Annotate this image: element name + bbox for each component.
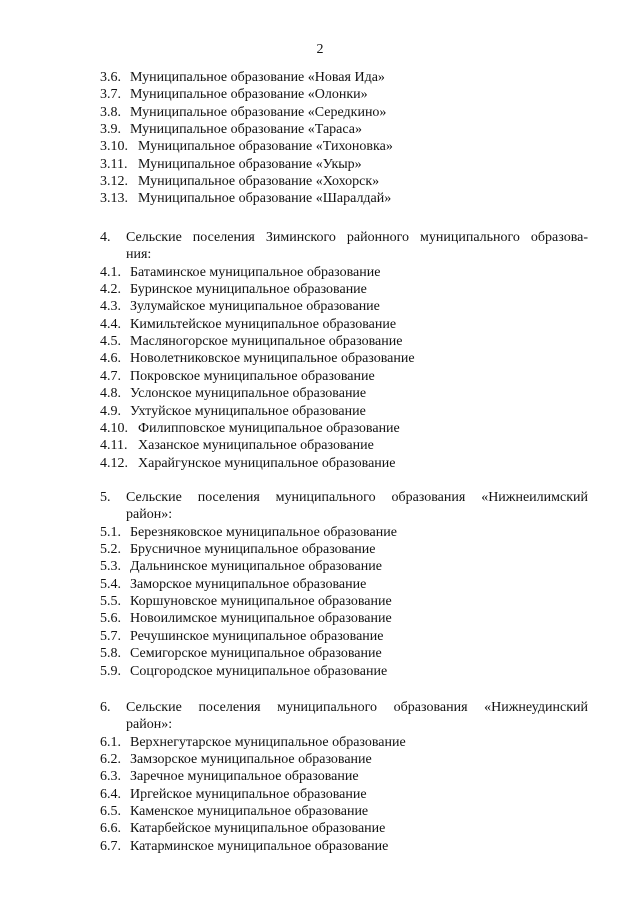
list-item — [100, 821, 588, 837]
item-number: 3.8. — [100, 104, 121, 120]
item-number: 6.3. — [100, 769, 121, 785]
section-heading — [100, 490, 588, 506]
list-item — [100, 70, 588, 86]
item-number: 5.4. — [100, 576, 121, 592]
item-text: Замзорское муниципальное образование — [130, 752, 372, 768]
section-number: 5. — [100, 490, 111, 505]
list-item — [100, 105, 588, 121]
list-item — [100, 87, 588, 103]
section-heading-continuation: район»: — [126, 507, 173, 523]
item-text: Муниципальное образование «Олонки» — [130, 87, 368, 103]
item-text: Буринское муниципальное образование — [130, 282, 367, 298]
list-item — [100, 629, 588, 645]
list-item — [100, 735, 588, 751]
list-item — [100, 299, 588, 315]
item-number: 4.11. — [100, 438, 128, 454]
item-text: Речушинское муниципальное образование — [130, 628, 384, 644]
item-text: Покровское муниципальное образование — [130, 368, 375, 384]
list-item — [100, 752, 588, 768]
item-text: Иргейское муниципальное образование — [130, 786, 367, 802]
item-text: Новолетниковское муниципальное образование — [130, 351, 415, 367]
item-text: Муниципальное образование «Шаралдай» — [138, 191, 392, 207]
item-text: Муниципальное образование «Середкино» — [130, 104, 387, 120]
section-heading-text: Сельские поселения муниципального образования «Нижнеудинский — [126, 700, 588, 715]
section-number: 4. — [100, 230, 111, 245]
list-item — [100, 386, 588, 402]
list-item — [100, 351, 588, 367]
section-heading — [100, 230, 588, 246]
list-item — [100, 317, 588, 333]
list-item — [100, 525, 588, 541]
item-number: 4.4. — [100, 316, 121, 332]
item-text: Муниципальное образование «Тихоновка» — [138, 139, 393, 155]
item-number: 4.8. — [100, 386, 121, 402]
item-number: 4.1. — [100, 264, 121, 280]
item-text: Муниципальное образование «Укыр» — [138, 156, 362, 172]
list-item — [100, 787, 588, 803]
item-number: 3.7. — [100, 87, 121, 103]
item-number: 5.3. — [100, 559, 121, 575]
item-number: 6.1. — [100, 734, 121, 750]
list-item — [100, 646, 588, 662]
list-item — [100, 577, 588, 593]
item-number: 4.6. — [100, 351, 121, 367]
item-text: Муниципальное образование «Новая Ида» — [130, 70, 385, 85]
list-item — [100, 334, 588, 350]
list-item — [100, 265, 588, 281]
item-text: Ухтуйское муниципальное образование — [130, 403, 366, 419]
item-text: Семигорское муниципальное образование — [130, 646, 382, 662]
item-text: Соцгородское муниципальное образование — [130, 663, 388, 679]
item-number: 3.13. — [100, 191, 128, 207]
list-item — [100, 369, 588, 385]
item-text: Батаминское муниципальное образование — [130, 264, 381, 280]
list-item — [100, 804, 588, 820]
list-item — [100, 438, 588, 454]
section-heading-continuation: ния: — [126, 247, 152, 263]
item-text: Катарбейское муниципальное образование — [130, 821, 386, 837]
item-text: Брусничное муниципальное образование — [130, 542, 376, 558]
page-number: 2 — [316, 42, 324, 57]
item-text: Верхнегутарское муниципальное образование — [130, 734, 406, 750]
section-heading-text: Сельские поселения Зиминского районного муниципального образова- — [126, 230, 588, 245]
list-item — [100, 122, 588, 138]
item-number: 4.2. — [100, 282, 121, 298]
item-number: 4.12. — [100, 455, 128, 471]
list-item — [100, 456, 588, 472]
item-number: 4.9. — [100, 403, 121, 419]
item-text: Коршуновское муниципальное образование — [130, 594, 392, 610]
item-text: Новоилимское муниципальное образование — [130, 611, 392, 627]
item-number: 5.7. — [100, 628, 121, 644]
item-text: Масляногорское муниципальное образование — [130, 334, 403, 350]
item-number: 4.3. — [100, 299, 121, 315]
item-text: Услонское муниципальное образование — [130, 386, 367, 402]
list-item — [100, 839, 588, 855]
item-number: 6.5. — [100, 804, 121, 820]
list-item — [100, 594, 588, 610]
item-number: 3.10. — [100, 139, 128, 155]
item-number: 5.1. — [100, 524, 121, 540]
list-item — [100, 282, 588, 298]
item-number: 6.7. — [100, 838, 121, 854]
item-text: Хазанское муниципальное образование — [138, 438, 374, 454]
item-text: Муниципальное образование «Тараса» — [130, 122, 362, 138]
item-number: 3.11. — [100, 156, 128, 172]
item-number: 4.5. — [100, 334, 121, 350]
item-text: Катарминское муниципальное образование — [130, 838, 389, 854]
item-number: 4.7. — [100, 368, 121, 384]
item-text: Филипповское муниципальное образование — [138, 420, 400, 436]
list-item — [100, 174, 588, 190]
item-number: 3.6. — [100, 70, 121, 85]
item-text: Зулумайское муниципальное образование — [130, 299, 380, 315]
list-item — [100, 664, 588, 680]
item-text: Заречное муниципальное образование — [130, 769, 359, 785]
item-text: Муниципальное образование «Хохорск» — [138, 174, 380, 190]
item-number: 6.4. — [100, 786, 121, 802]
item-number: 5.8. — [100, 646, 121, 662]
list-item — [100, 139, 588, 155]
section-heading — [100, 700, 588, 716]
item-number: 3.9. — [100, 122, 121, 138]
item-number: 6.6. — [100, 821, 121, 837]
list-item — [100, 542, 588, 558]
item-text: Кимильтейское муниципальное образование — [130, 316, 397, 332]
item-number: 5.6. — [100, 611, 121, 627]
list-item — [100, 611, 588, 627]
item-number: 5.5. — [100, 594, 121, 610]
item-number: 5.9. — [100, 663, 121, 679]
list-item — [100, 404, 588, 420]
item-number: 6.2. — [100, 752, 121, 768]
list-item — [100, 559, 588, 575]
item-number: 4.10. — [100, 420, 128, 436]
item-text: Дальнинское муниципальное образование — [130, 559, 382, 575]
item-text: Березняковское муниципальное образование — [130, 524, 397, 540]
item-number: 5.2. — [100, 542, 121, 558]
item-number: 3.12. — [100, 174, 128, 190]
item-text: Каменское муниципальное образование — [130, 804, 369, 820]
list-item — [100, 191, 588, 207]
section-number: 6. — [100, 700, 111, 715]
list-item — [100, 769, 588, 785]
item-text: Харайгунское муниципальное образование — [138, 455, 396, 471]
list-item — [100, 421, 588, 437]
list-item — [100, 157, 588, 173]
section-heading-continuation: район»: — [126, 717, 173, 733]
section-heading-text: Сельские поселения муниципального образования «Нижнеилимский — [126, 490, 588, 505]
item-text: Заморское муниципальное образование — [130, 576, 367, 592]
